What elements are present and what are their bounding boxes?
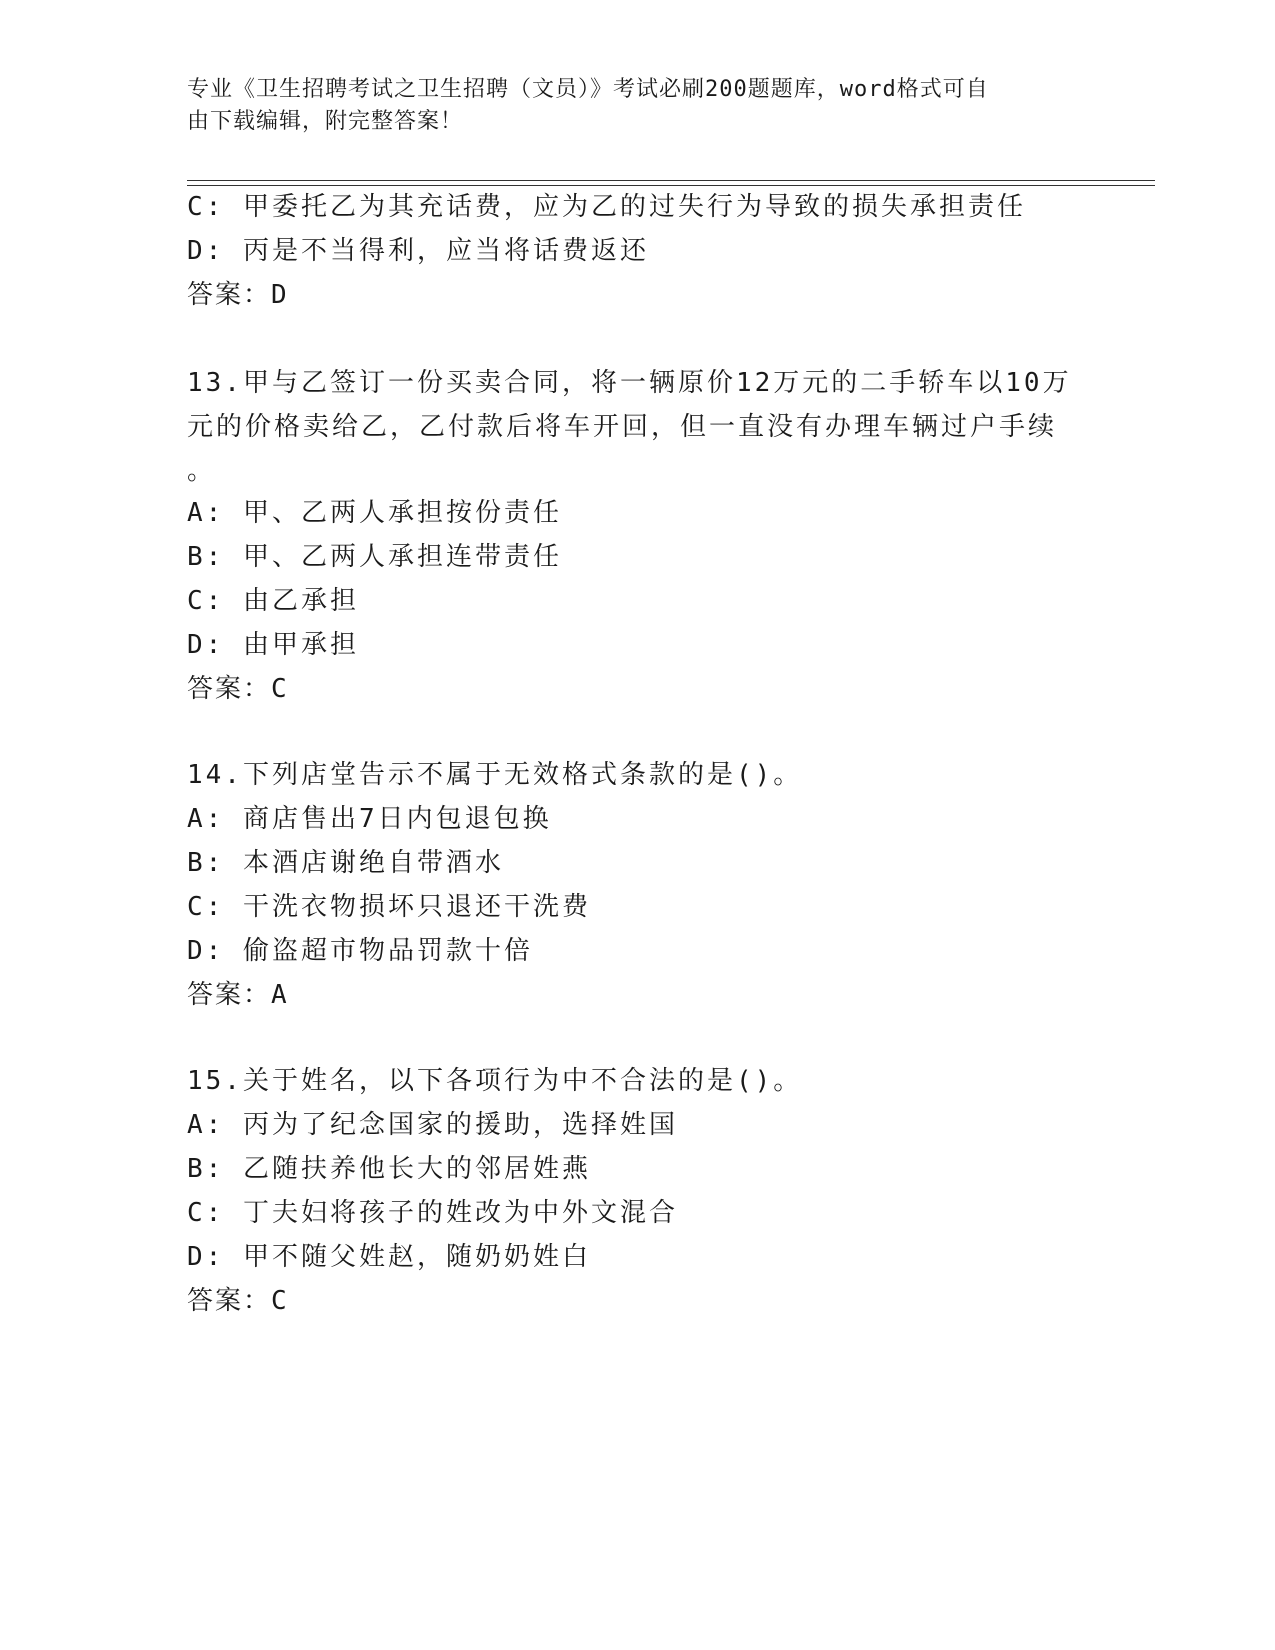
answer-q13: 答案：C [187, 674, 289, 704]
header-line-1: 专业《卫生招聘考试之卫生招聘（文员）》考试必刷200题题库，word格式可自 [187, 77, 989, 102]
answer-q15: 答案：C [187, 1286, 289, 1316]
option-c-q14: C: 干洗衣物损坏只退还干洗费 [187, 892, 591, 922]
option-a-q15: A: 丙为了纪念国家的援助，选择姓国 [187, 1110, 678, 1140]
question-13-line-1: 13.甲与乙签订一份买卖合同，将一辆原价12万元的二手轿车以10万 [187, 368, 1072, 398]
answer-q12: 答案：D [187, 280, 289, 310]
option-c-q13: C: 由乙承担 [187, 586, 359, 616]
option-b-q13: B: 甲、乙两人承担连带责任 [187, 542, 562, 572]
header-line-2: 由下载编辑，附完整答案！ [187, 109, 464, 134]
header-rule-top [187, 180, 1155, 181]
option-d-q12: D: 丙是不当得利，应当将话费返还 [187, 236, 649, 266]
option-a-q13: A: 甲、乙两人承担按份责任 [187, 498, 562, 528]
option-a-q14: A: 商店售出7日内包退包换 [187, 804, 552, 834]
question-13-line-3: 。 [187, 456, 217, 486]
option-b-q14: B: 本酒店谢绝自带酒水 [187, 848, 504, 878]
question-14: 14.下列店堂告示不属于无效格式条款的是()。 [187, 760, 803, 790]
document-header [187, 74, 1067, 138]
option-c-q12: C: 甲委托乙为其充话费，应为乙的过失行为导致的损失承担责任 [187, 192, 1026, 222]
option-d-q14: D: 偷盗超市物品罚款十倍 [187, 936, 533, 966]
answer-q14: 答案：A [187, 980, 289, 1010]
option-d-q15: D: 甲不随父姓赵，随奶奶姓白 [187, 1242, 591, 1272]
question-15: 15.关于姓名，以下各项行为中不合法的是()。 [187, 1066, 803, 1096]
option-b-q15: B: 乙随扶养他长大的邻居姓燕 [187, 1154, 591, 1184]
option-d-q13: D: 由甲承担 [187, 630, 359, 660]
option-c-q15: C: 丁夫妇将孩子的姓改为中外文混合 [187, 1198, 678, 1228]
question-13-line-2: 元的价格卖给乙，乙付款后将车开回，但一直没有办理车辆过户手续 [187, 412, 1058, 442]
